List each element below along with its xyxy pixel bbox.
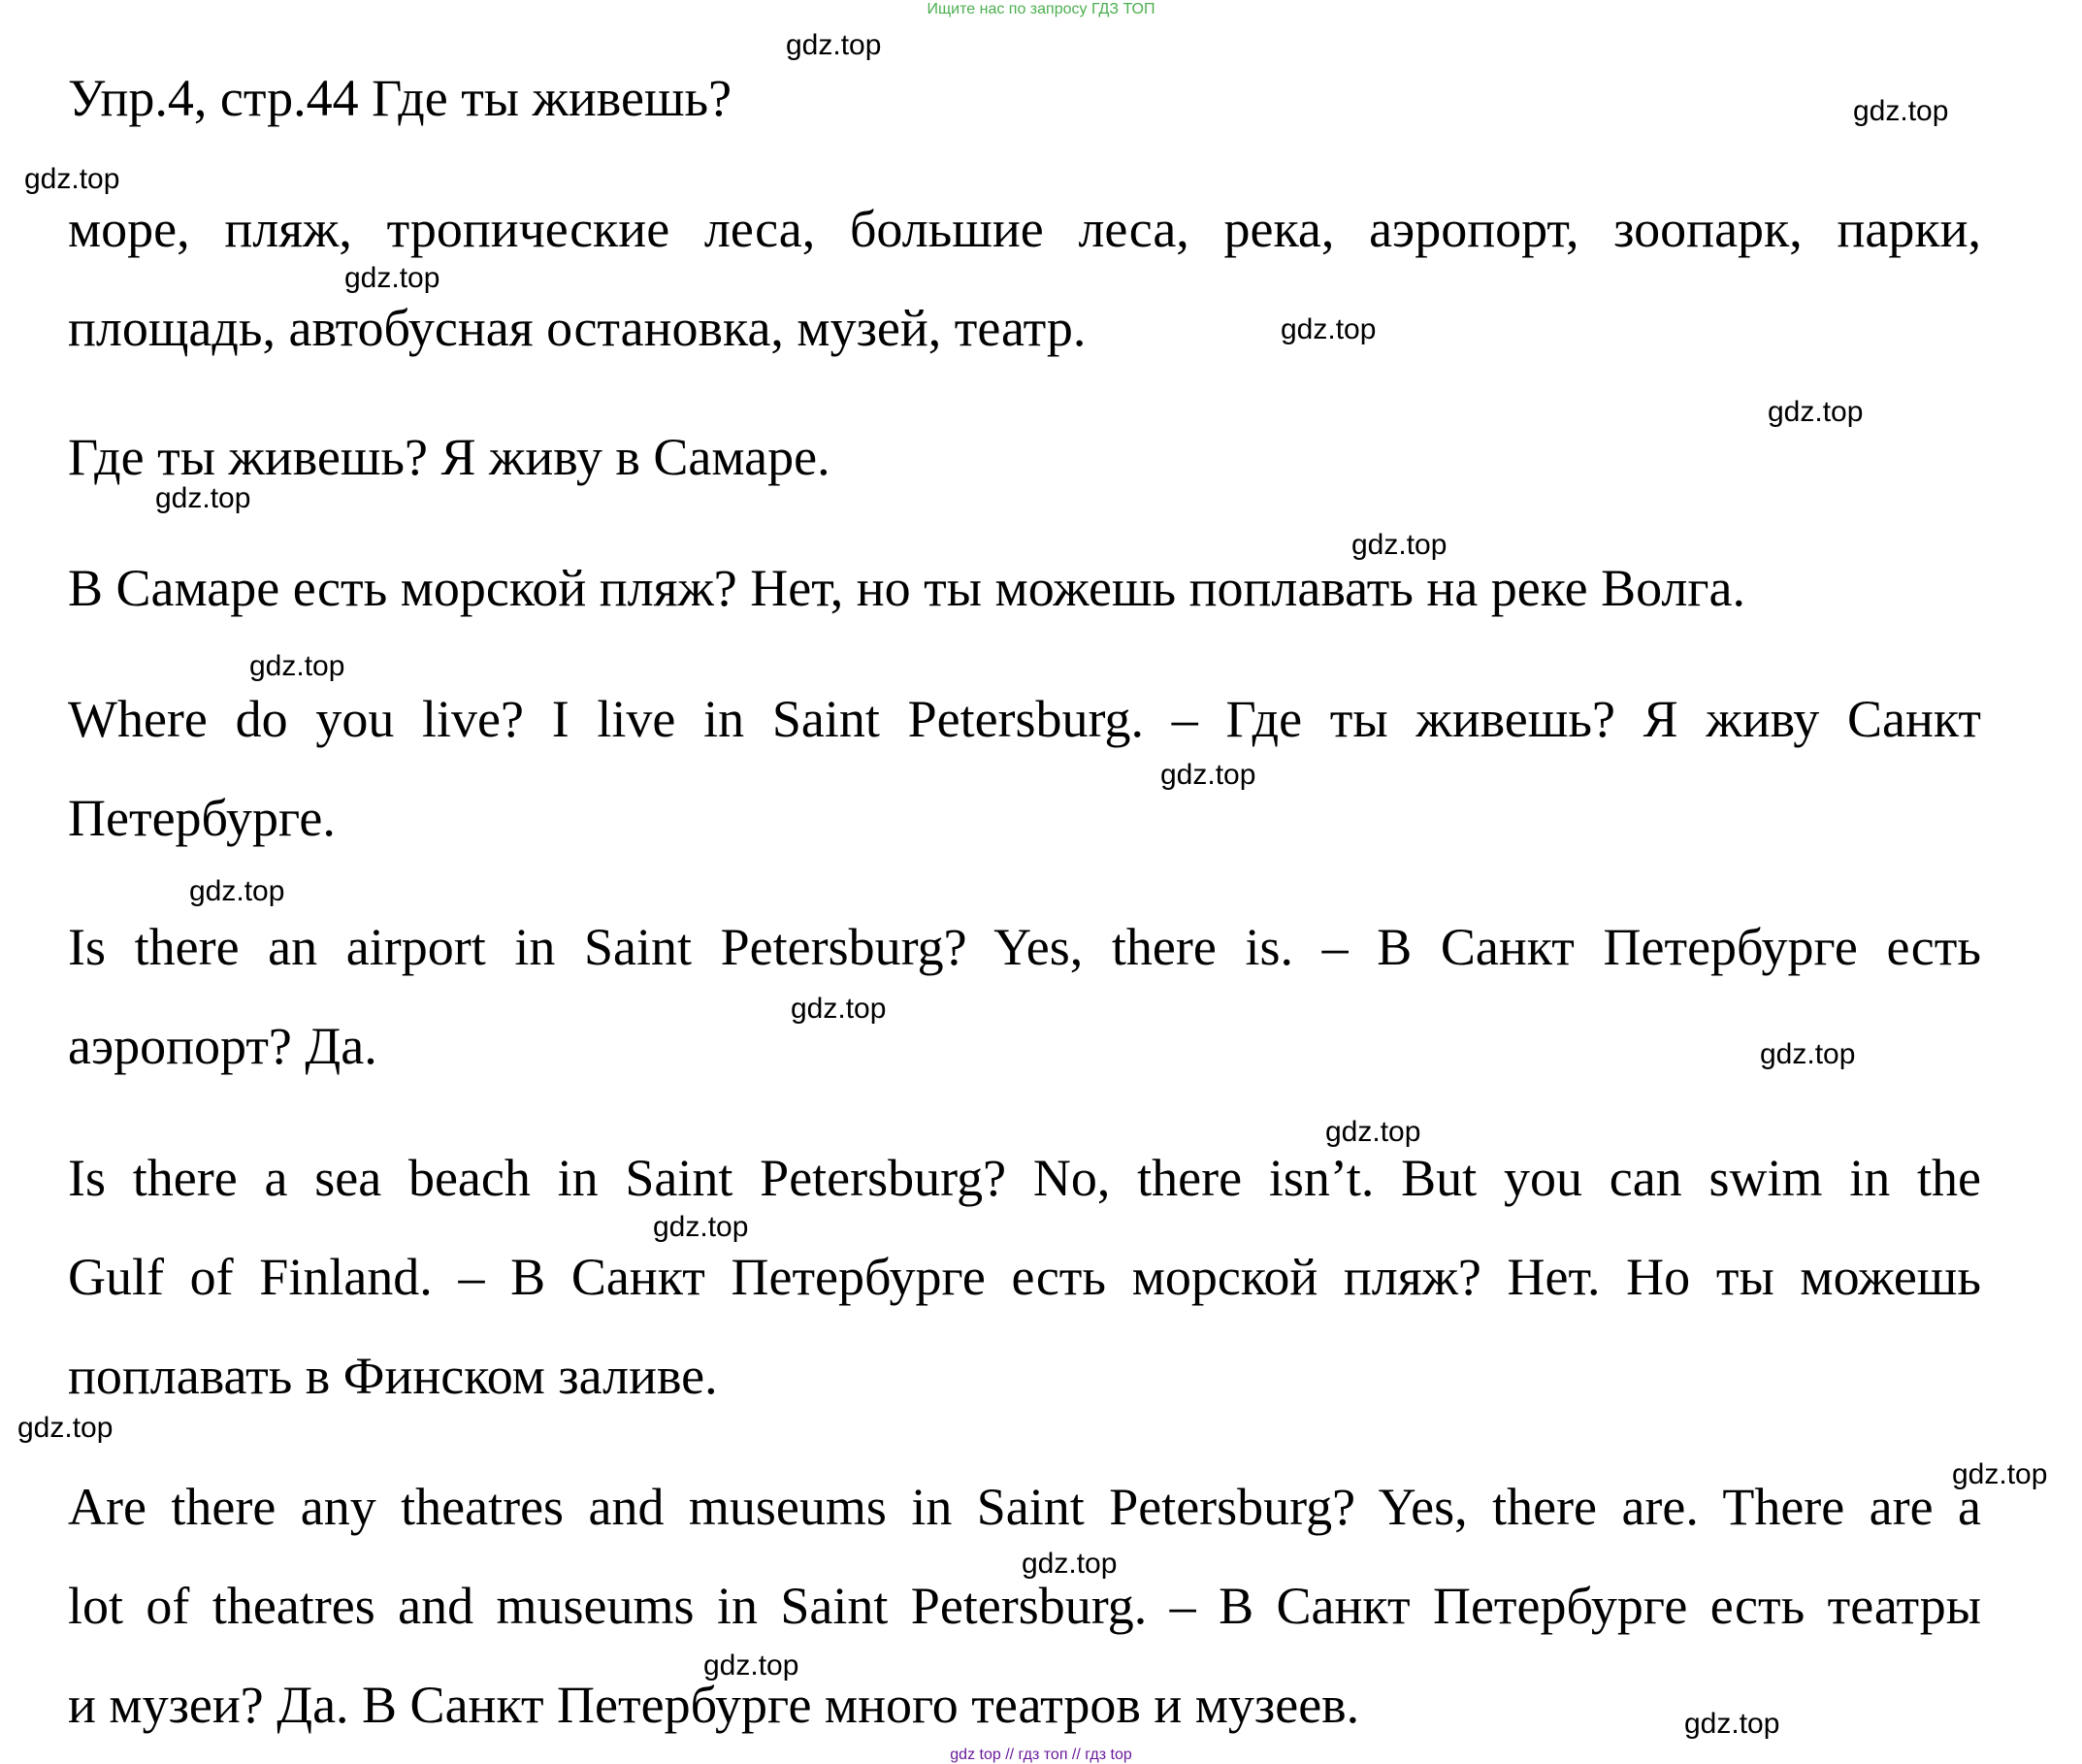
text-line: Are there any theatres and museums in Saint Petersburg? Yes, there are. There are a <box>68 1478 1981 1536</box>
exercise-title: Упр.4, стр.44 Где ты живешь? <box>68 69 732 127</box>
watermark: gdz.top <box>249 650 345 682</box>
watermark: gdz.top <box>344 262 440 294</box>
watermark: gdz.top <box>1684 1708 1780 1740</box>
text-line: аэропорт? Да. <box>68 1017 377 1075</box>
text-line: Is there a sea beach in Saint Petersburg? No, there isn’t. But you can swim in the <box>68 1149 1981 1207</box>
watermark: gdz.top <box>1022 1548 1118 1580</box>
watermark: gdz.top <box>17 1412 114 1444</box>
text-line: Where do you live? I live in Saint Petersburg. – Где ты живешь? Я живу Санкт <box>68 690 1981 748</box>
watermark: gdz.top <box>1351 529 1448 561</box>
watermark: gdz.top <box>786 29 882 61</box>
watermark: gdz.top <box>1160 759 1256 791</box>
watermark: gdz.top <box>189 875 285 907</box>
text-line: В Самаре есть морской пляж? Нет, но ты можешь поплавать на реке Волга. <box>68 559 1745 617</box>
watermark: gdz.top <box>1952 1458 2048 1490</box>
text-line: Петербурге. <box>68 789 336 847</box>
watermark: gdz.top <box>791 993 887 1025</box>
text-line: Is there an airport in Saint Petersburg? Yes, there is. – В Санкт Петербурге есть <box>68 918 1981 976</box>
watermark: gdz.top <box>1853 95 1949 127</box>
text-line: Где ты живешь? Я живу в Самаре. <box>68 428 830 486</box>
text-line: lot of theatres and museums in Saint Petersburg. – В Санкт Петербурге есть театры <box>68 1577 1981 1635</box>
watermark: gdz.top <box>155 482 251 514</box>
text-line: Gulf of Finland. – В Санкт Петербурге есть морской пляж? Нет. Но ты можешь <box>68 1248 1981 1306</box>
watermark: gdz.top <box>1281 313 1377 345</box>
watermark: gdz.top <box>1325 1116 1421 1148</box>
top-banner: Ищите нас по запросу ГДЗ ТОП <box>927 1 1155 17</box>
bottom-banner: gdz top // гдз топ // гдз top <box>950 1747 1132 1763</box>
text-line: море, пляж, тропические леса, большие леса, река, аэропорт, зоопарк, парки, <box>68 200 1981 258</box>
watermark: gdz.top <box>1760 1038 1856 1070</box>
text-line: и музеи? Да. В Санкт Петербурге много театров и музеев. <box>68 1676 1360 1734</box>
watermark: gdz.top <box>653 1211 749 1243</box>
watermark: gdz.top <box>24 163 120 195</box>
text-line: площадь, автобусная остановка, музей, театр. <box>68 299 1087 357</box>
text-line: поплавать в Финском заливе. <box>68 1347 718 1405</box>
watermark: gdz.top <box>1768 396 1864 428</box>
watermark: gdz.top <box>703 1650 799 1682</box>
